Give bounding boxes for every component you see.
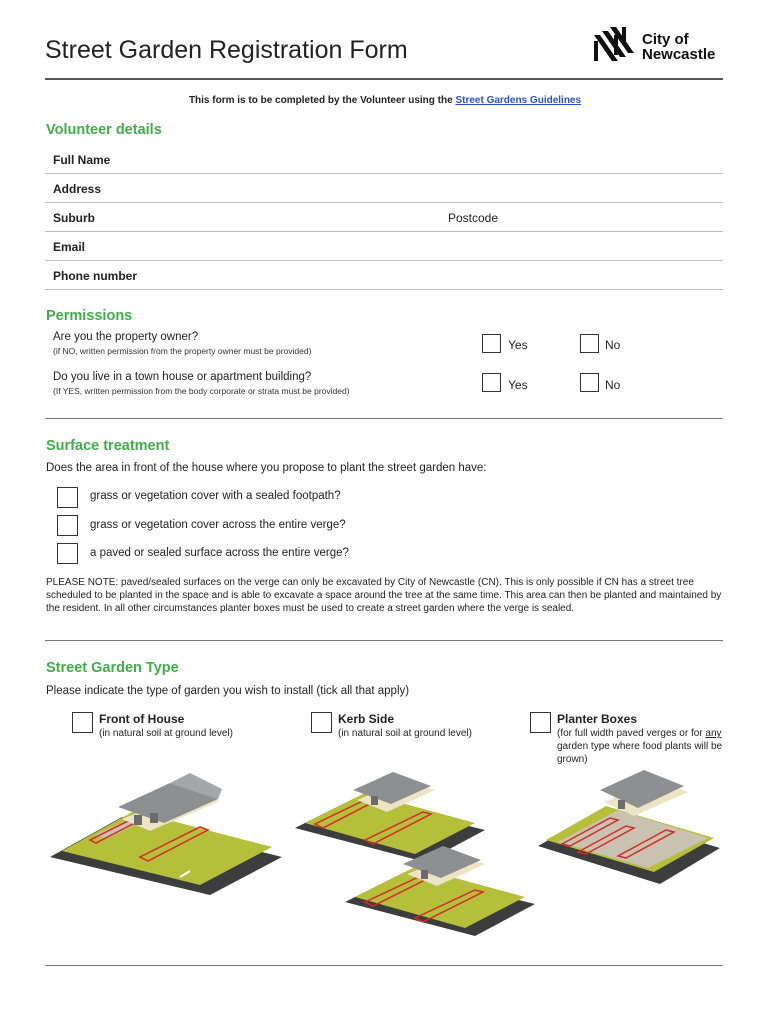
surface-option-3-label: a paved or sealed surface across the entire verge? bbox=[90, 547, 349, 559]
kerb-side-title: Kerb Side bbox=[338, 712, 395, 726]
postcode-label: Postcode bbox=[448, 211, 499, 225]
owner-no-label: No bbox=[605, 338, 621, 352]
logo-line-1: City of bbox=[642, 31, 689, 48]
permissions-divider bbox=[45, 418, 723, 419]
garden-type-heading: Street Garden Type bbox=[46, 660, 179, 676]
address-field[interactable] bbox=[45, 202, 723, 203]
townhouse-no-checkbox[interactable] bbox=[580, 373, 599, 392]
townhouse-yes-label: Yes bbox=[508, 378, 528, 392]
full-name-field[interactable] bbox=[45, 173, 723, 174]
logo-wordmark bbox=[642, 32, 715, 62]
surface-divider bbox=[45, 640, 723, 641]
townhouse-yes-checkbox[interactable] bbox=[482, 373, 501, 392]
suburb-postcode-field[interactable] bbox=[45, 231, 723, 232]
owner-no-checkbox[interactable] bbox=[580, 334, 599, 353]
townhouse-no-label: No bbox=[605, 378, 621, 392]
planter-boxes-sub-pre: (for full width paved verges or for bbox=[557, 728, 706, 739]
bottom-divider bbox=[45, 965, 723, 966]
planter-boxes-sub-post: garden type where food plants will be grown) bbox=[557, 741, 723, 765]
surface-option-2-label: grass or vegetation cover across the entire verge? bbox=[90, 519, 346, 531]
address-label: Address bbox=[53, 182, 102, 196]
townhouse-question: Do you live in a town house or apartment building? bbox=[53, 371, 312, 383]
permissions-heading: Permissions bbox=[46, 308, 133, 324]
surface-question: Does the area in front of the house where you propose to plant the street garden have: bbox=[46, 462, 487, 474]
property-owner-note: (if NO, written permission from the property owner must be provided) bbox=[53, 346, 312, 356]
phone-label: Phone number bbox=[53, 269, 138, 283]
owner-yes-checkbox[interactable] bbox=[482, 334, 501, 353]
garden-type-instruction: Please indicate the type of garden you wish to install (tick all that apply) bbox=[46, 685, 410, 697]
property-owner-question: Are you the property owner? bbox=[53, 331, 199, 343]
surface-option-2-checkbox[interactable] bbox=[57, 515, 78, 536]
kerb-side-checkbox[interactable] bbox=[311, 712, 332, 733]
planter-boxes-illustration bbox=[538, 768, 720, 886]
intro-text-lead: This form is to be completed by the Volunteer using the bbox=[188, 95, 456, 106]
owner-yes-label: Yes bbox=[508, 338, 528, 352]
kerb-side-sub: (in natural soil at ground level) bbox=[338, 728, 472, 739]
page-title: Street Garden Registration Form bbox=[45, 36, 408, 64]
surface-option-1-checkbox[interactable] bbox=[57, 487, 78, 508]
front-of-house-checkbox[interactable] bbox=[72, 712, 93, 733]
volunteer-details-heading: Volunteer details bbox=[46, 122, 162, 138]
intro-text bbox=[0, 95, 770, 106]
guidelines-link[interactable]: Street Gardens Guidelines bbox=[455, 95, 582, 106]
front-of-house-sub: (in natural soil at ground level) bbox=[99, 728, 233, 739]
surface-option-3-checkbox[interactable] bbox=[57, 543, 78, 564]
front-of-house-illustration bbox=[50, 765, 282, 895]
planter-boxes-sub-em: any bbox=[705, 728, 722, 739]
planter-boxes-title: Planter Boxes bbox=[557, 712, 638, 726]
front-of-house-title: Front of House bbox=[99, 712, 185, 726]
phone-field[interactable] bbox=[45, 289, 723, 290]
suburb-label: Suburb bbox=[53, 211, 95, 225]
logo-line-2: Newcastle bbox=[642, 46, 716, 63]
surface-option-1-label: grass or vegetation cover with a sealed footpath? bbox=[90, 490, 341, 502]
title-divider bbox=[45, 78, 723, 80]
full-name-label: Full Name bbox=[53, 153, 111, 167]
surface-treatment-heading: Surface treatment bbox=[46, 438, 170, 454]
planter-boxes-sub bbox=[557, 727, 727, 766]
planter-boxes-checkbox[interactable] bbox=[530, 712, 551, 733]
email-label: Email bbox=[53, 240, 86, 254]
kerb-side-illustration-2 bbox=[345, 842, 535, 942]
city-of-newcastle-logo-icon bbox=[592, 27, 638, 65]
surface-note: PLEASE NOTE: paved/sealed surfaces on the verge can only be excavated by City of Newcastle (CN). This is only possible if CN has a street tree scheduled to be planted in the space and is able to excavate a space around the tree at the same time. This area can then be planted and maintained by the resident. In all other circumstances planter boxes must be used to create a street garden where the verge is sealed. bbox=[46, 577, 722, 614]
email-field[interactable] bbox=[45, 260, 723, 261]
townhouse-note: (If YES, written permission from the body corporate or strata must be provided) bbox=[53, 386, 350, 396]
